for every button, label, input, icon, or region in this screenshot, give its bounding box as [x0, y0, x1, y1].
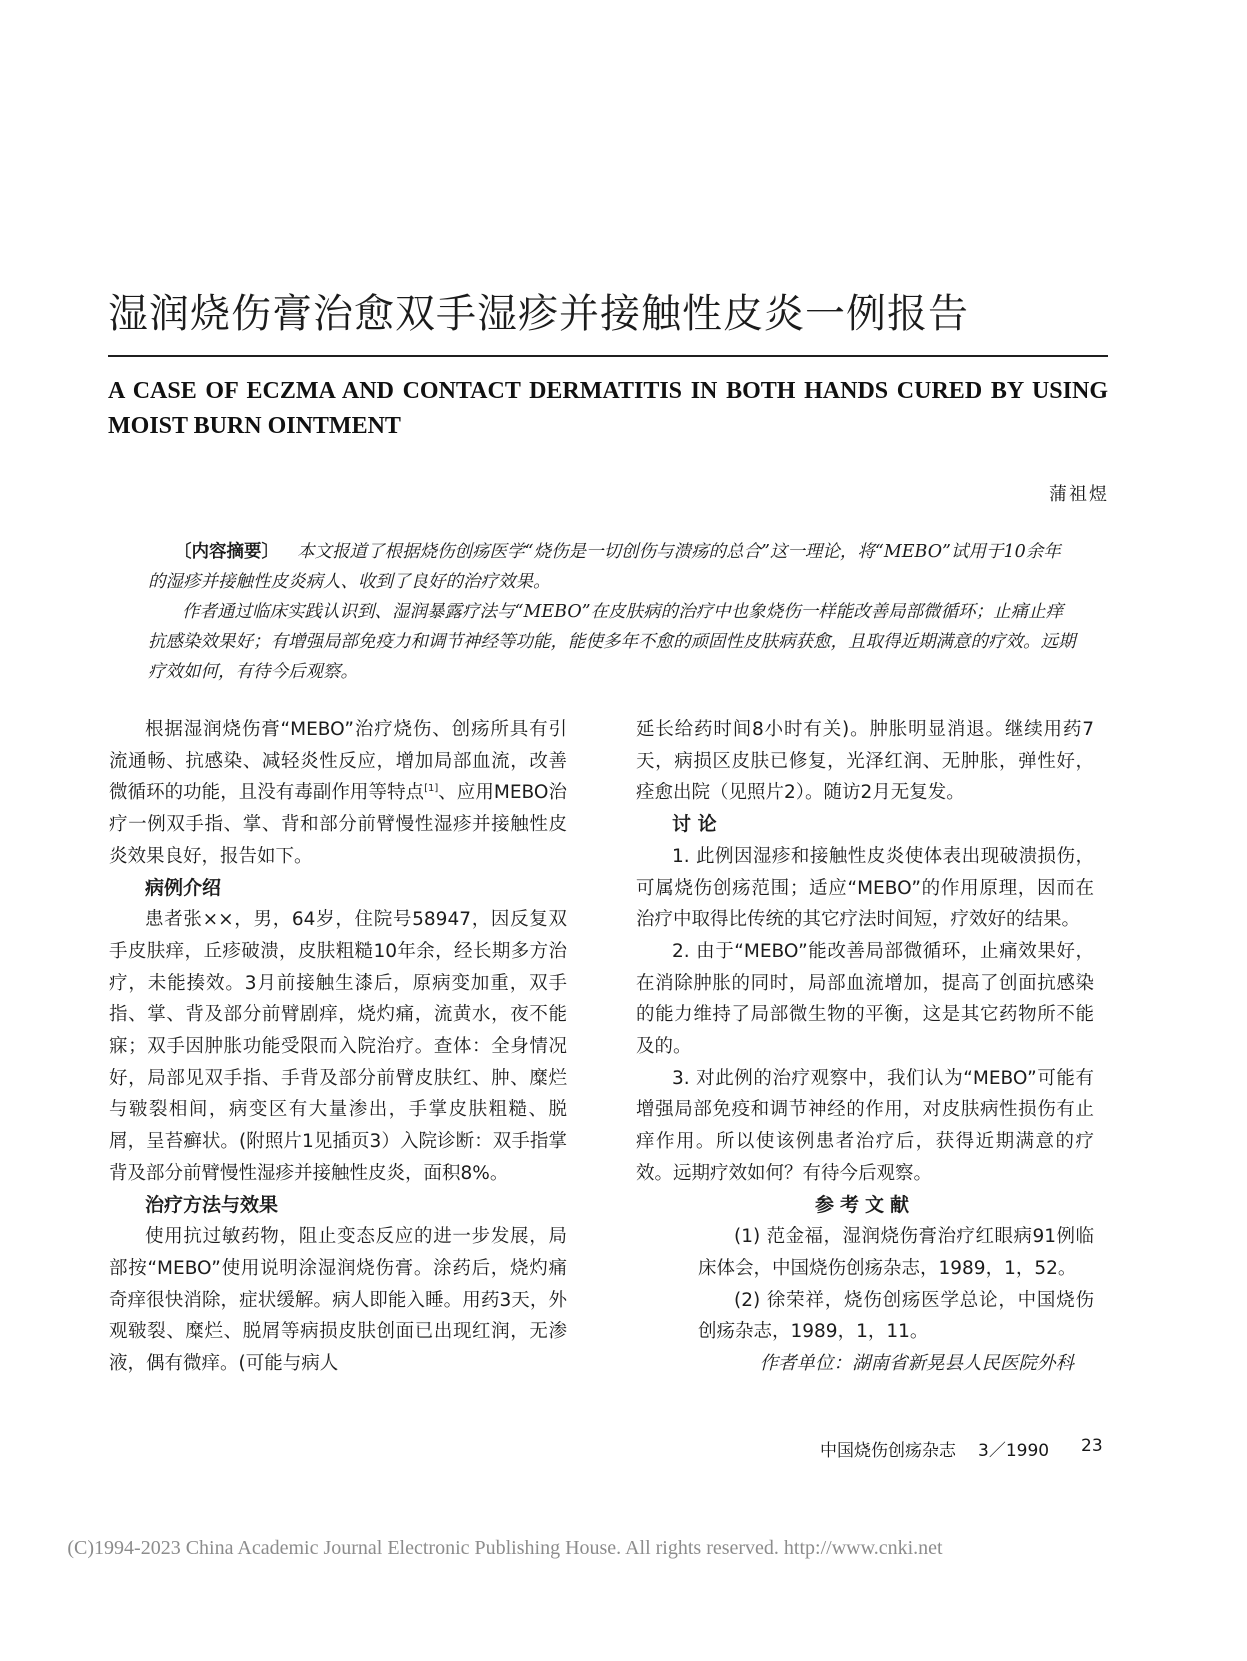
reference-1: (1) 范金福，湿润烧伤膏治疗红眼病91例临床体会，中国烧伤创疡杂志，1989，1，52。: [698, 1226, 1094, 1279]
footer-page-number: 23: [1081, 1436, 1103, 1456]
author-name: 蒲祖煜: [1049, 484, 1109, 505]
treatment-paragraph: 使用抗过敏药物，阻止变态反应的进一步发展，局部按“MEBO”使用说明涂湿润烧伤膏。涂药后，烧灼痛奇痒很快消除，症状缓解。病人即能入睡。用药3天，外观皲裂、糜烂、脱屑等病损皮肤创面已出现红润，无渗液，偶有微痒。(可能与病人: [109, 1226, 567, 1375]
intro-text-a: 根据湿润烧伤膏“MEBO”治疗烧伤、创疡所具有引流通畅、抗感染、减轻炎性反应，增加局部血流，改善微循环的功能，且没有毒副作用等特点: [109, 719, 567, 804]
left-column: [109, 714, 567, 1380]
abstract-paragraph-2: 作者通过临床实践认识到、湿润暴露疗法与“MEBO”在皮肤病的治疗中也象烧伤一样能改善局部微循环；止痛止痒抗感染效果好；有增强局部免疫力和调节神经等功能，能使多年不愈的顽固性皮肤病获愈，且取得近期满意的疗效。远期疗效如何，有待今后观察。: [148, 602, 1076, 682]
section-heading-case: 病例介绍: [145, 876, 222, 899]
right-column: [636, 714, 1094, 1380]
section-heading-references: 参考文献: [814, 1193, 915, 1216]
copyright-notice: (C)1994-2023 China Academic Journal Electronic Publishing House. All rights reserved. http://www.cnki.net: [67, 1537, 943, 1559]
discussion-point-2: 2. 由于“MEBO”能改善局部微循环，止痛效果好，在消除肿胀的同时，局部血流增加，提高了创面抗感染的能力维持了局部微生物的平衡，这是其它药物所不能及的。: [636, 940, 1094, 1058]
intro-text-b: 、应用MEBO治疗一例双手指、掌、背和部分前臂慢性湿疹并接触性皮炎效果良好，报告如下。: [109, 782, 567, 867]
article-title-english: A CASE OF ECZMA AND CONTACT DERMATITIS IN BOTH HANDS CURED BY USING MOIST BURN OINTMENT: [108, 378, 1108, 439]
discussion-point-1: 1. 此例因湿疹和接触性皮炎使体表出现破溃损伤，可属烧伤创疡范围；适应“MEBO”的作用原理，因而在治疗中取得比传统的其它疗法时间短，疗效好的结果。: [636, 845, 1094, 931]
author-affiliation: 作者单位：湖南省新晃县人民医院外科: [759, 1353, 1074, 1375]
reference-2: (2) 徐荣祥，烧伤创疡医学总论，中国烧伤创疡杂志，1989，1，11。: [698, 1289, 1094, 1343]
abstract-paragraph-1: [148, 537, 1076, 597]
treatment-continued: 延长给药时间8小时有关)。肿胀明显消退。继续用药7天，病损区皮肤已修复，光泽红润、无肿胀，弹性好，痊愈出院（见照片2）。随访2月无复发。: [636, 719, 1094, 804]
abstract: [148, 537, 1076, 687]
case-paragraph: 患者张××，男，64岁，住院号58947，因反复双手皮肤痒，丘疹破溃，皮肤粗糙10年余，经长期多方治疗，未能揍效。3月前接触生漆后，原病变加重，双手指、掌、背及部分前臂剧痒，烧灼痛，流黄水，夜不能寐；双手因肿胀功能受限而入院治疗。查体：全身情况好，局部见双手指、手背及部分前臂皮肤红、肿、糜烂与皲裂相间，病变区有大量渗出，手掌皮肤粗糙、脱屑，呈苔癣状。(附照片1见插页3）入院诊断：双手指掌背及部分前臂慢性湿疹并接触性皮炎，面积8%。: [109, 909, 567, 1184]
section-heading-discussion: 讨 论: [672, 813, 717, 836]
section-heading-treatment: 治疗方法与效果: [145, 1193, 279, 1216]
discussion-point-3: 3. 对此例的治疗观察中，我们认为“MEBO”可能有增强局部免疫和调节神经的作用，对皮肤病性损伤有止痒作用。所以使该例患者治疗后，获得近期满意的疗效。远期疗效如何？有待今后观察。: [636, 1067, 1094, 1184]
title-divider: [108, 355, 1108, 357]
citation-mark: [1]: [424, 783, 439, 795]
intro-paragraph: [109, 714, 567, 873]
article-title-chinese: 湿润烧伤膏治愈双手湿疹并接触性皮炎一例报告: [108, 291, 969, 337]
footer-journal-name: 中国烧伤创疡杂志: [820, 1441, 956, 1461]
abstract-text-1: 本文报道了根据烧伤创疡医学“烧伤是一切创伤与溃疡的总合”这一理论，将“MEBO”试用于10余年的湿疹并接触性皮炎病人、收到了良好的治疗效果。: [148, 542, 1061, 592]
abstract-label: 〔内容摘要〕: [174, 542, 279, 562]
footer-issue: 3／1990: [978, 1441, 1050, 1461]
